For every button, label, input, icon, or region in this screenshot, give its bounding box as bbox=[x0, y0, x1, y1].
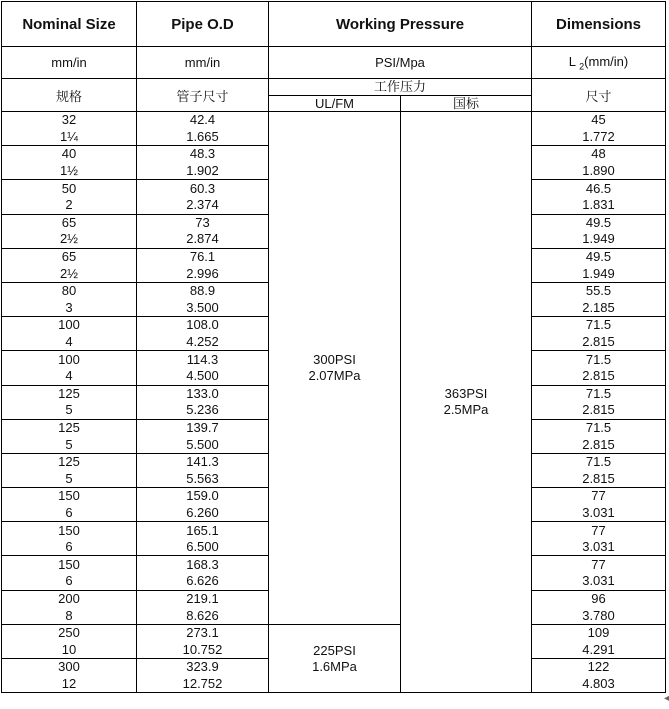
nominal-size-mm: 65 bbox=[2, 214, 137, 231]
pipe-od-mm: 141.3 bbox=[137, 453, 269, 470]
nominal-size-in: 5 bbox=[2, 402, 137, 419]
ul-fm-pressure-block-2-mpa: 1.6MPa bbox=[312, 658, 357, 674]
nominal-size-in: 6 bbox=[2, 505, 137, 522]
pipe-od-mm: 42.4 bbox=[137, 112, 269, 129]
dimension-l2-mm: 77 bbox=[532, 522, 666, 539]
unit-dimensions bbox=[532, 47, 666, 79]
pipe-od-in: 5.563 bbox=[137, 470, 269, 487]
nominal-size-mm: 100 bbox=[2, 317, 137, 334]
unit-dimensions-prefix: L bbox=[568, 53, 576, 69]
dimension-l2-in: 2.815 bbox=[532, 470, 666, 487]
dimension-l2-mm: 77 bbox=[532, 556, 666, 573]
pipe-od-in: 3.500 bbox=[137, 300, 269, 317]
pipe-od-mm: 323.9 bbox=[137, 659, 269, 676]
nominal-size-mm: 40 bbox=[2, 146, 137, 163]
pipe-od-mm: 133.0 bbox=[137, 385, 269, 402]
unit-dimensions-suffix: (mm/in) bbox=[584, 53, 629, 69]
unit-pipe-od: mm/in bbox=[137, 47, 269, 79]
pipe-od-mm: 168.3 bbox=[137, 556, 269, 573]
pipe-od-in: 4.500 bbox=[137, 368, 269, 385]
unit-dimensions-sub: 2 bbox=[579, 61, 585, 72]
dimension-l2-in: 3.031 bbox=[532, 505, 666, 522]
gb-pressure-block-mpa: 2.5MPa bbox=[443, 402, 489, 418]
pipe-od-mm: 73 bbox=[137, 214, 269, 231]
nominal-size-mm: 65 bbox=[2, 248, 137, 265]
nominal-size-mm: 200 bbox=[2, 590, 137, 607]
nominal-size-mm: 50 bbox=[2, 180, 137, 197]
cn-label-gb: 国标 bbox=[401, 96, 532, 112]
cn-label-working-pressure: 工作压力 bbox=[269, 79, 532, 96]
nominal-size-in: 4 bbox=[2, 334, 137, 351]
pipe-od-mm: 48.3 bbox=[137, 146, 269, 163]
nominal-size-in: 6 bbox=[2, 573, 137, 590]
header-dimensions: Dimensions bbox=[532, 2, 666, 47]
pipe-od-in: 6.500 bbox=[137, 539, 269, 556]
dimension-l2-mm: 49.5 bbox=[532, 248, 666, 265]
nominal-size-in: 2½ bbox=[2, 231, 137, 248]
dimension-l2-mm: 71.5 bbox=[532, 351, 666, 368]
nominal-size-in: 3 bbox=[2, 300, 137, 317]
dimension-l2-in: 1.949 bbox=[532, 231, 666, 248]
dimension-l2-in: 1.949 bbox=[532, 265, 666, 282]
pipe-od-mm: 114.3 bbox=[137, 351, 269, 368]
ul-fm-pressure-block-1-psi: 300PSI bbox=[313, 351, 356, 367]
header-nominal-size: Nominal Size bbox=[2, 2, 137, 47]
dimension-l2-in: 4.803 bbox=[532, 676, 666, 693]
pipe-od-in: 8.626 bbox=[137, 607, 269, 624]
dimension-l2-mm: 46.5 bbox=[532, 180, 666, 197]
ul-fm-pressure-block-2-psi: 225PSI bbox=[313, 642, 356, 658]
pipe-od-in: 10.752 bbox=[137, 641, 269, 658]
unit-working-pressure: PSI/Mpa bbox=[269, 47, 532, 79]
nominal-size-mm: 32 bbox=[2, 112, 137, 129]
dimension-l2-in: 2.815 bbox=[532, 402, 666, 419]
nominal-size-mm: 80 bbox=[2, 282, 137, 299]
dimension-l2-in: 2.815 bbox=[532, 368, 666, 385]
dimension-l2-mm: 109 bbox=[532, 624, 666, 641]
pipe-od-mm: 88.9 bbox=[137, 282, 269, 299]
nominal-size-mm: 250 bbox=[2, 624, 137, 641]
nominal-size-mm: 125 bbox=[2, 453, 137, 470]
pipe-od-in: 6.260 bbox=[137, 505, 269, 522]
nominal-size-in: 1½ bbox=[2, 163, 137, 180]
header-pipe-od: Pipe O.D bbox=[137, 2, 269, 47]
gb-pressure-block-psi: 363PSI bbox=[444, 386, 488, 402]
pipe-od-mm: 108.0 bbox=[137, 317, 269, 334]
nominal-size-mm: 150 bbox=[2, 522, 137, 539]
dimension-l2-in: 4.291 bbox=[532, 641, 666, 658]
nominal-size-in: 5 bbox=[2, 436, 137, 453]
nominal-size-mm: 300 bbox=[2, 659, 137, 676]
nominal-size-mm: 100 bbox=[2, 351, 137, 368]
dimension-l2-mm: 71.5 bbox=[532, 385, 666, 402]
table-row-mm bbox=[2, 624, 666, 641]
nominal-size-in: 2½ bbox=[2, 265, 137, 282]
pipe-od-in: 5.500 bbox=[137, 436, 269, 453]
dimension-l2-in: 2.815 bbox=[532, 436, 666, 453]
nominal-size-in: 1¼ bbox=[2, 129, 137, 146]
gb-pressure-block bbox=[401, 112, 532, 693]
cn-label-ul-fm: UL/FM bbox=[269, 96, 401, 112]
nominal-size-mm: 125 bbox=[2, 419, 137, 436]
pipe-od-in: 2.996 bbox=[137, 265, 269, 282]
pipe-od-in: 5.236 bbox=[137, 402, 269, 419]
pipe-od-mm: 60.3 bbox=[137, 180, 269, 197]
dimension-l2-mm: 77 bbox=[532, 488, 666, 505]
nominal-size-mm: 150 bbox=[2, 556, 137, 573]
pipe-od-in: 4.252 bbox=[137, 334, 269, 351]
dimension-l2-in: 1.772 bbox=[532, 129, 666, 146]
dimension-l2-mm: 55.5 bbox=[532, 282, 666, 299]
dimension-l2-in: 1.890 bbox=[532, 163, 666, 180]
pipe-od-in: 1.665 bbox=[137, 129, 269, 146]
nominal-size-mm: 125 bbox=[2, 385, 137, 402]
pipe-od-in: 6.626 bbox=[137, 573, 269, 590]
cn-label-nominal-size: 规格 bbox=[2, 79, 137, 112]
nominal-size-in: 5 bbox=[2, 470, 137, 487]
dimension-l2-mm: 71.5 bbox=[532, 317, 666, 334]
header-working-pressure: Working Pressure bbox=[269, 2, 532, 47]
unit-nominal-size: mm/in bbox=[2, 47, 137, 79]
dimension-l2-in: 1.831 bbox=[532, 197, 666, 214]
nominal-size-mm: 150 bbox=[2, 488, 137, 505]
pipe-specification-table bbox=[1, 1, 666, 693]
pipe-od-mm: 219.1 bbox=[137, 590, 269, 607]
pipe-od-mm: 159.0 bbox=[137, 488, 269, 505]
dimension-l2-in: 3.031 bbox=[532, 573, 666, 590]
page-edge-mark: ◂ bbox=[663, 693, 669, 704]
pipe-od-in: 12.752 bbox=[137, 676, 269, 693]
dimension-l2-mm: 71.5 bbox=[532, 453, 666, 470]
dimension-l2-mm: 49.5 bbox=[532, 214, 666, 231]
dimension-l2-mm: 71.5 bbox=[532, 419, 666, 436]
nominal-size-in: 8 bbox=[2, 607, 137, 624]
pipe-od-in: 2.874 bbox=[137, 231, 269, 248]
dimension-l2-in: 2.815 bbox=[532, 334, 666, 351]
nominal-size-in: 4 bbox=[2, 368, 137, 385]
dimension-l2-mm: 122 bbox=[532, 659, 666, 676]
dimension-l2-mm: 48 bbox=[532, 146, 666, 163]
nominal-size-in: 10 bbox=[2, 641, 137, 658]
nominal-size-in: 12 bbox=[2, 676, 137, 693]
dimension-l2-in: 3.780 bbox=[532, 607, 666, 624]
nominal-size-in: 6 bbox=[2, 539, 137, 556]
dimension-l2-in: 2.185 bbox=[532, 300, 666, 317]
pipe-od-in: 2.374 bbox=[137, 197, 269, 214]
pipe-od-mm: 76.1 bbox=[137, 248, 269, 265]
cn-label-pipe-od: 管子尺寸 bbox=[137, 79, 269, 112]
dimension-l2-mm: 96 bbox=[532, 590, 666, 607]
nominal-size-in: 2 bbox=[2, 197, 137, 214]
dimension-l2-in: 3.031 bbox=[532, 539, 666, 556]
ul-fm-pressure-block-1-mpa: 2.07MPa bbox=[308, 367, 361, 383]
table-row-mm bbox=[2, 112, 666, 129]
pipe-od-mm: 165.1 bbox=[137, 522, 269, 539]
pipe-od-in: 1.902 bbox=[137, 163, 269, 180]
pipe-od-mm: 139.7 bbox=[137, 419, 269, 436]
pipe-od-mm: 273.1 bbox=[137, 624, 269, 641]
ul-fm-pressure-block-2 bbox=[269, 624, 401, 692]
cn-label-dimensions: 尺寸 bbox=[532, 79, 666, 112]
ul-fm-pressure-block-1 bbox=[269, 112, 401, 625]
dimension-l2-mm: 45 bbox=[532, 112, 666, 129]
